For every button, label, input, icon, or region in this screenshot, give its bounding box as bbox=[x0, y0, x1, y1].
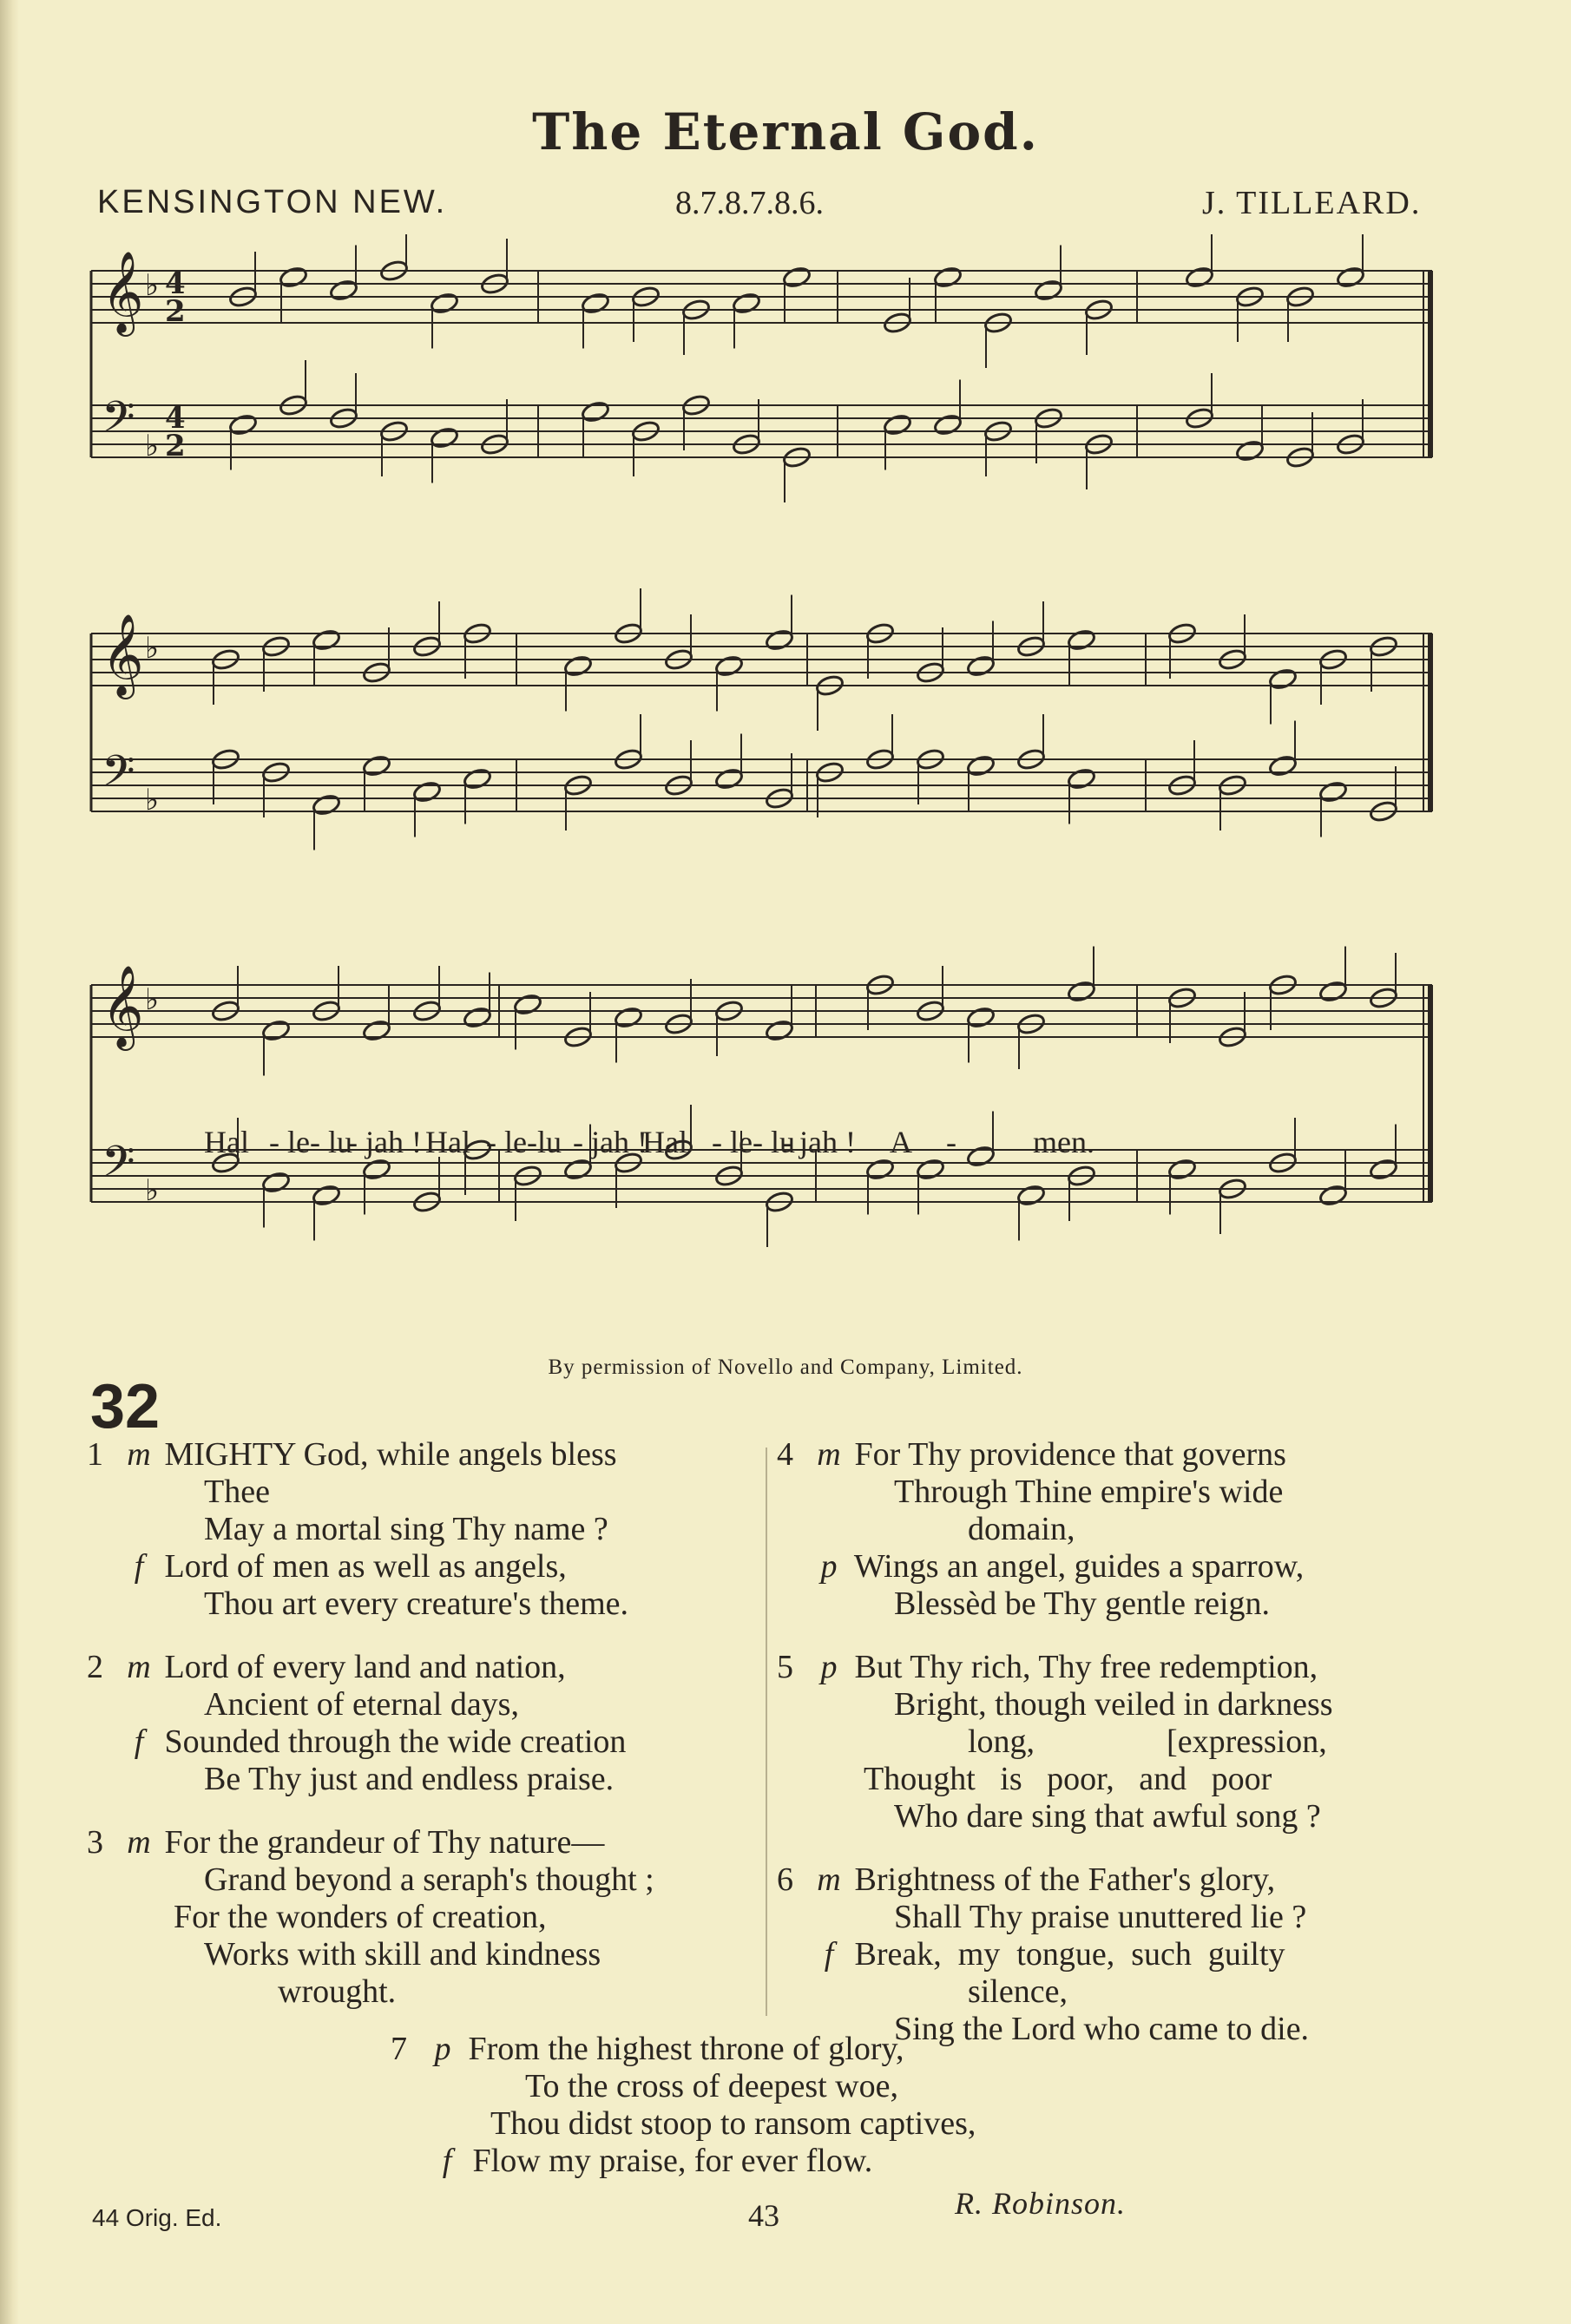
verses-left-column bbox=[87, 1436, 755, 2037]
bass-clef: 𝄢 bbox=[102, 746, 135, 807]
verse-line: Ancient of eternal days, bbox=[204, 1686, 519, 1723]
verse-line: For Thy providence that governs bbox=[854, 1436, 1286, 1473]
page-number: 43 bbox=[748, 2198, 779, 2233]
treble-clef: 𝄞 bbox=[102, 614, 144, 696]
note-head bbox=[362, 1158, 391, 1181]
permission-credit: By permission of Novello and Company, Limited. bbox=[548, 1356, 1023, 1379]
verse-line: Thought is poor, and poor bbox=[864, 1761, 1272, 1797]
key-signature-flat: ♭ bbox=[145, 1173, 160, 1208]
note-head bbox=[933, 266, 963, 289]
note-head bbox=[1235, 439, 1265, 463]
verse-3 bbox=[87, 1824, 755, 2011]
note-head bbox=[312, 793, 341, 817]
note-head bbox=[865, 1158, 895, 1181]
lyric-syllable: A bbox=[890, 1125, 912, 1159]
note-head bbox=[581, 400, 610, 423]
verse-line: Through Thine empire's wide bbox=[894, 1474, 1284, 1510]
verse-line: Lord of men as well as angels, bbox=[164, 1548, 567, 1585]
note-head bbox=[1318, 1184, 1348, 1207]
verse-line: Be Thy just and endless praise. bbox=[204, 1761, 615, 1797]
verse-line: domain, bbox=[968, 1511, 1075, 1547]
note-head bbox=[1016, 1184, 1046, 1207]
verse-line: Thee bbox=[204, 1474, 270, 1510]
note-head bbox=[362, 1019, 391, 1042]
note-head bbox=[1034, 279, 1063, 302]
lyric-syllable: Hal bbox=[425, 1125, 470, 1159]
time-signature: 2 bbox=[165, 429, 186, 463]
key-signature-flat: ♭ bbox=[145, 631, 160, 666]
verse-5 bbox=[777, 1649, 1445, 1835]
note-head bbox=[312, 1184, 341, 1207]
page-edge bbox=[0, 0, 19, 2324]
lyric-syllable: - jah ! bbox=[573, 1125, 647, 1159]
verse-line: Break, my tongue, such guilty bbox=[854, 1936, 1285, 1973]
lyric-syllable: - le- lu bbox=[269, 1125, 352, 1159]
verse-line: Sing the Lord who came to die. bbox=[894, 2011, 1310, 2047]
note-head bbox=[1185, 266, 1214, 289]
dynamic-mark: p bbox=[434, 2031, 451, 2067]
note-head bbox=[883, 413, 912, 437]
treble-clef: 𝄞 bbox=[102, 965, 144, 1047]
verse-line: Who dare sing that awful song ? bbox=[894, 1798, 1321, 1835]
note-head bbox=[916, 1158, 945, 1181]
note-head bbox=[732, 292, 761, 315]
note-head bbox=[1067, 980, 1096, 1003]
note-head bbox=[563, 654, 593, 678]
verse-line: For the grandeur of Thy nature— bbox=[164, 1824, 605, 1861]
treble-clef: 𝄞 bbox=[102, 251, 144, 333]
key-signature-flat: ♭ bbox=[145, 982, 160, 1017]
time-signature: 4 bbox=[165, 266, 186, 301]
verse-4 bbox=[777, 1436, 1445, 1623]
hymn-number: 32 bbox=[90, 1372, 161, 1441]
time-signature: 2 bbox=[165, 294, 186, 329]
dynamic-mark: f bbox=[134, 1548, 144, 1585]
note-head bbox=[362, 754, 391, 778]
verse-number: 6 bbox=[777, 1861, 793, 1898]
dynamic-mark: p bbox=[820, 1548, 838, 1585]
verse-number: 7 bbox=[391, 2031, 407, 2067]
verse-line: From the highest throne of glory, bbox=[468, 2031, 904, 2067]
verse-number: 2 bbox=[87, 1649, 103, 1685]
note-head bbox=[329, 279, 358, 302]
composer: J. TILLEARD. bbox=[1202, 185, 1422, 221]
note-head bbox=[765, 628, 794, 652]
verse-line: silence, bbox=[968, 1973, 1068, 2010]
note-head bbox=[1067, 767, 1096, 791]
dynamic-mark: m bbox=[127, 1649, 151, 1685]
note-head bbox=[430, 292, 459, 315]
lyric-syllable: - jah ! bbox=[781, 1125, 856, 1159]
note-head bbox=[513, 993, 542, 1016]
verse-line: Works with skill and kindness bbox=[204, 1936, 601, 1973]
verse-line: Blessèd be Thy gentle reign. bbox=[894, 1585, 1271, 1622]
key-signature-flat: ♭ bbox=[145, 268, 160, 303]
note-head bbox=[933, 413, 963, 437]
verse-number: 1 bbox=[87, 1436, 103, 1473]
dynamic-mark: m bbox=[127, 1824, 151, 1861]
note-head bbox=[312, 628, 341, 652]
key-signature-flat: ♭ bbox=[145, 429, 160, 463]
lyric-syllable: Hal bbox=[204, 1125, 249, 1159]
verse-line: Wings an angel, guides a sparrow, bbox=[853, 1548, 1305, 1585]
verse-line: But Thy rich, Thy free redemption, bbox=[854, 1649, 1318, 1685]
verse-number: 4 bbox=[777, 1436, 793, 1473]
time-signature: 4 bbox=[165, 401, 186, 436]
note-head bbox=[714, 767, 744, 791]
metre: 8.7.8.7.8.6. bbox=[675, 185, 824, 221]
bass-clef: 𝄢 bbox=[102, 392, 135, 453]
lyric-syllable: - le-lu bbox=[486, 1125, 562, 1159]
note-head bbox=[1369, 1158, 1398, 1181]
dynamic-mark: f bbox=[134, 1723, 144, 1760]
dynamic-mark: f bbox=[442, 2143, 452, 2179]
verse-line: Thou didst stoop to ransom captives, bbox=[490, 2105, 976, 2142]
note-head bbox=[463, 767, 492, 791]
tune-name: KENSINGTON NEW. bbox=[97, 184, 448, 220]
original-edition-note: 44 Orig. Ed. bbox=[92, 2204, 222, 2231]
verse-line: Sounded through the wide creation bbox=[164, 1723, 627, 1760]
verse-line: May a mortal sing Thy name ? bbox=[204, 1511, 608, 1547]
verse-line: Shall Thy praise unuttered lie ? bbox=[894, 1899, 1307, 1935]
lyric-syllable: Hal bbox=[642, 1125, 687, 1159]
verse-line: Bright, though veiled in darkness bbox=[894, 1686, 1333, 1723]
note-head bbox=[714, 654, 744, 678]
note-head bbox=[261, 1171, 291, 1194]
verses-right-column bbox=[777, 1436, 1445, 2074]
lyric-syllable: - le- lu bbox=[712, 1125, 795, 1159]
verse-line: MIGHTY God, while angels bless bbox=[164, 1436, 617, 1473]
verse-line: Thou art every creature's theme. bbox=[204, 1585, 628, 1622]
note-head bbox=[228, 413, 258, 437]
verse-line: For the wonders of creation, bbox=[174, 1899, 547, 1935]
note-head bbox=[1318, 780, 1348, 804]
column-divider bbox=[766, 1448, 767, 2016]
verse-line: Grand beyond a seraph's thought ; bbox=[204, 1861, 654, 1898]
note-head bbox=[1336, 266, 1365, 289]
lyric-syllable: - bbox=[946, 1125, 956, 1159]
note-head bbox=[1268, 754, 1298, 778]
music-score bbox=[87, 234, 1441, 1341]
bass-clef: 𝄢 bbox=[102, 1137, 135, 1198]
lyric-syllable: men. bbox=[1033, 1125, 1094, 1159]
dynamic-mark: p bbox=[820, 1649, 838, 1685]
verse-1 bbox=[87, 1436, 755, 1623]
author: R. Robinson. bbox=[955, 2186, 1126, 2221]
note-head bbox=[1268, 667, 1298, 691]
note-head bbox=[430, 426, 459, 450]
note-head bbox=[614, 1006, 643, 1029]
verse-line: Lord of every land and nation, bbox=[164, 1649, 566, 1685]
note-head bbox=[1067, 628, 1096, 652]
final-verse bbox=[391, 2031, 976, 2180]
verse-2 bbox=[87, 1649, 755, 1798]
hymn-title: The Eternal God. bbox=[532, 102, 1039, 161]
dynamic-mark: m bbox=[127, 1436, 151, 1473]
note-head bbox=[1318, 980, 1348, 1003]
note-head bbox=[261, 1019, 291, 1042]
note-head bbox=[966, 654, 996, 678]
verse-line: Flow my praise, for ever flow. bbox=[472, 2143, 873, 2179]
note-head bbox=[279, 266, 308, 289]
note-head bbox=[412, 780, 442, 804]
verse-6 bbox=[777, 1861, 1445, 2048]
note-head bbox=[463, 1006, 492, 1029]
dynamic-mark: f bbox=[824, 1936, 834, 1973]
verse-line: wrought. bbox=[278, 1973, 397, 2010]
note-head bbox=[966, 754, 996, 778]
verse-number: 5 bbox=[777, 1649, 793, 1685]
note-head bbox=[782, 266, 812, 289]
note-head bbox=[581, 292, 610, 315]
note-head bbox=[765, 1019, 794, 1042]
key-signature-flat: ♭ bbox=[145, 783, 160, 817]
note-head bbox=[563, 1158, 593, 1181]
dynamic-mark: m bbox=[817, 1861, 841, 1898]
lyric-syllable: - jah ! bbox=[347, 1125, 422, 1159]
verse-line: To the cross of deepest woe, bbox=[525, 2068, 898, 2104]
note-head bbox=[966, 1006, 996, 1029]
verse-line: Brightness of the Father's glory, bbox=[854, 1861, 1276, 1898]
verse-number: 3 bbox=[87, 1824, 103, 1861]
verse-line: long, [expression, bbox=[968, 1723, 1327, 1760]
note-head bbox=[1167, 1158, 1197, 1181]
note-head bbox=[966, 1145, 996, 1168]
dynamic-mark: m bbox=[817, 1436, 841, 1473]
